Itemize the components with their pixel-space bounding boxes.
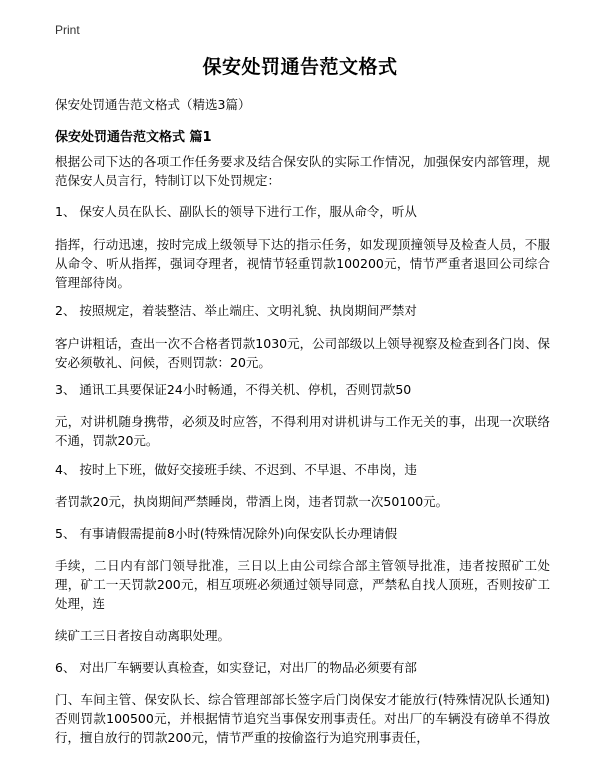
print-label[interactable]: Print: [55, 23, 80, 37]
paragraph-intro: 根据公司下达的各项工作任务要求及结合保安队的实际工作情况，加强保安内部管理，规范保安人员言行，特制订以下处罚规定：: [55, 154, 550, 188]
document-title: 保安处罚通告范文格式: [202, 56, 398, 78]
paragraph: 4、 按时上下班，做好交接班手续、不迟到、不早退、不串岗，违: [55, 462, 417, 477]
paragraph: 元，对讲机随身携带，必须及时应答，不得利用对讲机讲与工作无关的事，出现一次联络不通，罚款20元。: [55, 414, 550, 448]
section-heading: 保安处罚通告范文格式 篇1: [55, 130, 212, 145]
paragraph: 5、 有事请假需提前8小时(特殊情况除外)向保安队长办理请假: [55, 526, 398, 541]
paragraph: 1、 保安人员在队长、副队长的领导下进行工作，服从命令，听从: [55, 204, 417, 219]
paragraph: 续矿工三日者按自动离职处理。: [55, 628, 231, 643]
paragraph: 手续，二日内有部门领导批准，三日以上由公司综合部主管领导批准，违者按照矿工处理，矿工一天罚款200元，相互项班必须通过领导同意，严禁私自找人顶班，否则按矿工处理，连: [55, 558, 550, 611]
paragraph: 门、车间主管、保安队长、综合管理部部长签字后门岗保安才能放行(特殊情况队长通知)否则罚款100500元，并根据情节追究当事保安刑事责任。对出厂的车辆没有磅单不得放行，擅自放行的罚款200元，情节严重的按偷盗行为追究刑事责任，: [55, 692, 550, 745]
paragraph: 客户讲粗话，查出一次不合格者罚款1030元，公司部级以上领导视察及检查到各门岗、保安必须敬礼、问候，否则罚款：20元。: [55, 336, 550, 370]
paragraph: 6、 对出厂车辆要认真检查，如实登记，对出厂的物品必须要有部: [55, 660, 417, 675]
paragraph: 3、 通讯工具要保证24小时畅通，不得关机、停机，否则罚款50: [55, 382, 412, 397]
paragraph: 者罚款20元，执岗期间严禁睡岗，带酒上岗，违者罚款一次50100元。: [55, 494, 449, 509]
document-subtitle: 保安处罚通告范文格式（精选3篇）: [55, 97, 251, 112]
paragraph: 2、 按照规定，着装整洁、举止端庄、文明礼貌、执岗期间严禁对: [55, 303, 417, 318]
paragraph: 指挥，行动迅速，按时完成上级领导下达的指示任务，如发现顶撞领导及检查人员，不服从命令、听从指挥，强词夺理者，视情节轻重罚款100200元，情节严重者退回公司综合管理部待岗。: [55, 237, 550, 290]
